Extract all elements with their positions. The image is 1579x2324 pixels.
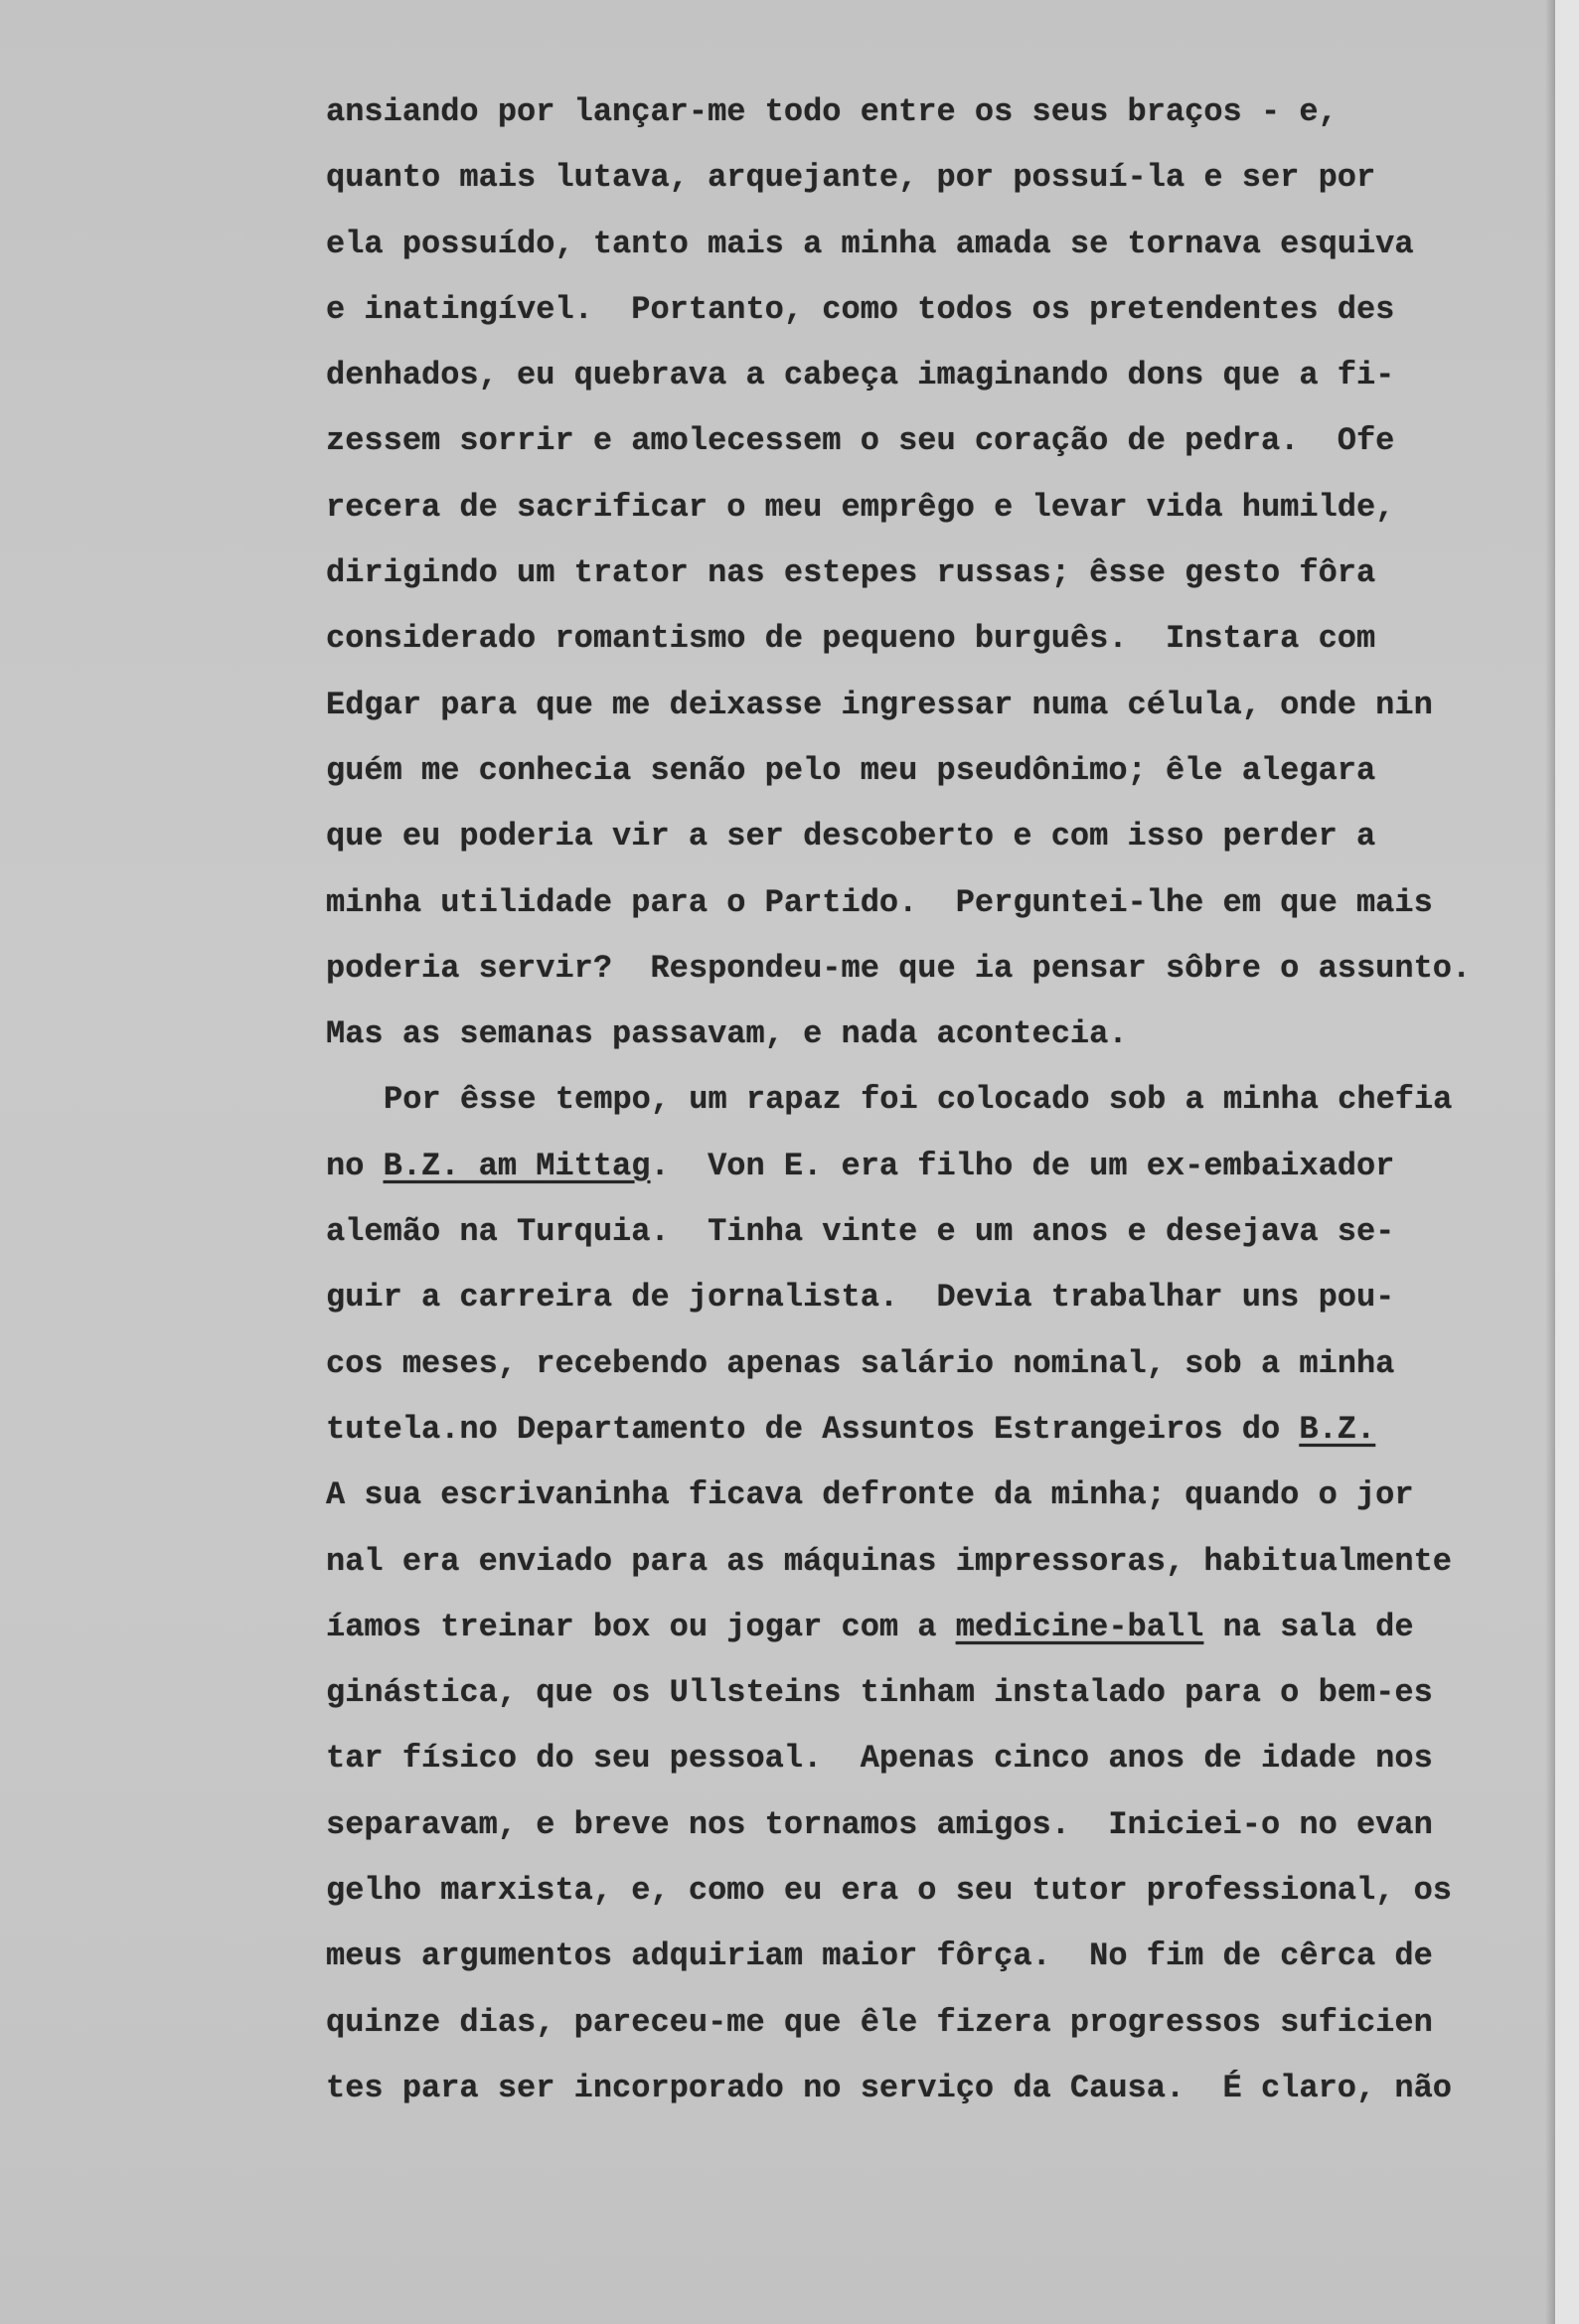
text-line: guém me conhecia senão pelo meu pseudônimo; êle alegara [326,751,1376,789]
text-line: minha utilidade para o Partido. Perguntei-lhe em que mais [326,883,1433,921]
text-line: denhados, eu quebrava a cabeça imaginando dons que a fi- [326,357,1395,394]
text-line: e inatingível. Portanto, como todos os pretendentes des [326,290,1395,328]
text-line: Edgar para que me deixasse ingressar numa célula, onde nin [326,686,1433,723]
text-line: zessem sorrir e amolecessem o seu coração de pedra. Ofe [326,422,1395,460]
underlined-newspaper-abbrev: B.Z. [1299,1410,1376,1448]
typescript-body [326,79,1518,2121]
page-edge-shadow [1545,0,1555,2324]
text-line: considerado romantismo de pequeno burguês. Instara com [326,620,1376,658]
text-line: quanto mais lutava, arquejante, por possuí-la e ser por [326,159,1376,197]
underlined-newspaper-name: B.Z. am Mittag [383,1147,651,1184]
text-line: ela possuído, tanto mais a minha amada se tornava esquiva [326,225,1414,262]
page-edge [1555,0,1579,2324]
text-line: tar físico do seu pessoal. Apenas cinco anos de idade nos [326,1740,1433,1778]
text-line: quinze dias, pareceu-me que êle fizera progressos suficien [326,2003,1433,2041]
text-line: A sua escrivaninha ficava defronte da minha; quando o jor [326,1476,1414,1514]
text-line: Mas as semanas passavam, e nada acontecia. [326,1015,1128,1053]
text-line: gelho marxista, e, como eu era o seu tutor professional, os [326,1872,1452,1910]
text-line: alemão na Turquia. Tinha vinte e um anos e desejava se- [326,1213,1395,1251]
text-line [326,1595,1518,1660]
text-line: cos meses, recebendo apenas salário nominal, sob a minha [326,1344,1395,1382]
text-line: poderia servir? Respondeu-me que ia pensar sôbre o assunto. [326,949,1472,987]
text-line: separavam, e breve nos tornamos amigos. Iniciei-o no evan [326,1805,1433,1843]
text-segment: tutela.no Departamento de Assuntos Estrangeiros do [326,1410,1300,1448]
text-line: ansiando por lançar-me todo entre os seus braços - e, [326,93,1338,130]
text-line: recera de sacrificar o meu emprêgo e levar vida humilde, [326,488,1395,526]
text-line [326,1134,1518,1199]
text-segment: íamos treinar box ou jogar com a [326,1608,956,1645]
text-line: que eu poderia vir a ser descoberto e com isso perder a [326,818,1376,855]
text-line: dirigindo um trator nas estepes russas; êsse gesto fôra [326,554,1376,592]
text-segment: na sala de [1203,1608,1414,1645]
text-line: nal era enviado para as máquinas impressoras, habitualmente [326,1542,1452,1580]
paragraph-start-line: Por êsse tempo, um rapaz foi colocado sob a minha chefia [384,1081,1453,1119]
text-line: meus argumentos adquiriam maior fôrça. No fim de cêrca de [326,1937,1433,1975]
text-segment: no [326,1147,384,1184]
text-segment: . Von E. era filho de um ex-embaixador [650,1147,1395,1184]
text-line: guir a carreira de jornalista. Devia trabalhar uns pou- [326,1279,1395,1317]
text-line: tes para ser incorporado no serviço da Causa. É claro, não [326,2069,1452,2106]
text-line: ginástica, que os Ullsteins tinham instalado para o bem-es [326,1674,1433,1712]
underlined-term: medicine-ball [955,1608,1204,1645]
text-line [326,1397,1518,1463]
